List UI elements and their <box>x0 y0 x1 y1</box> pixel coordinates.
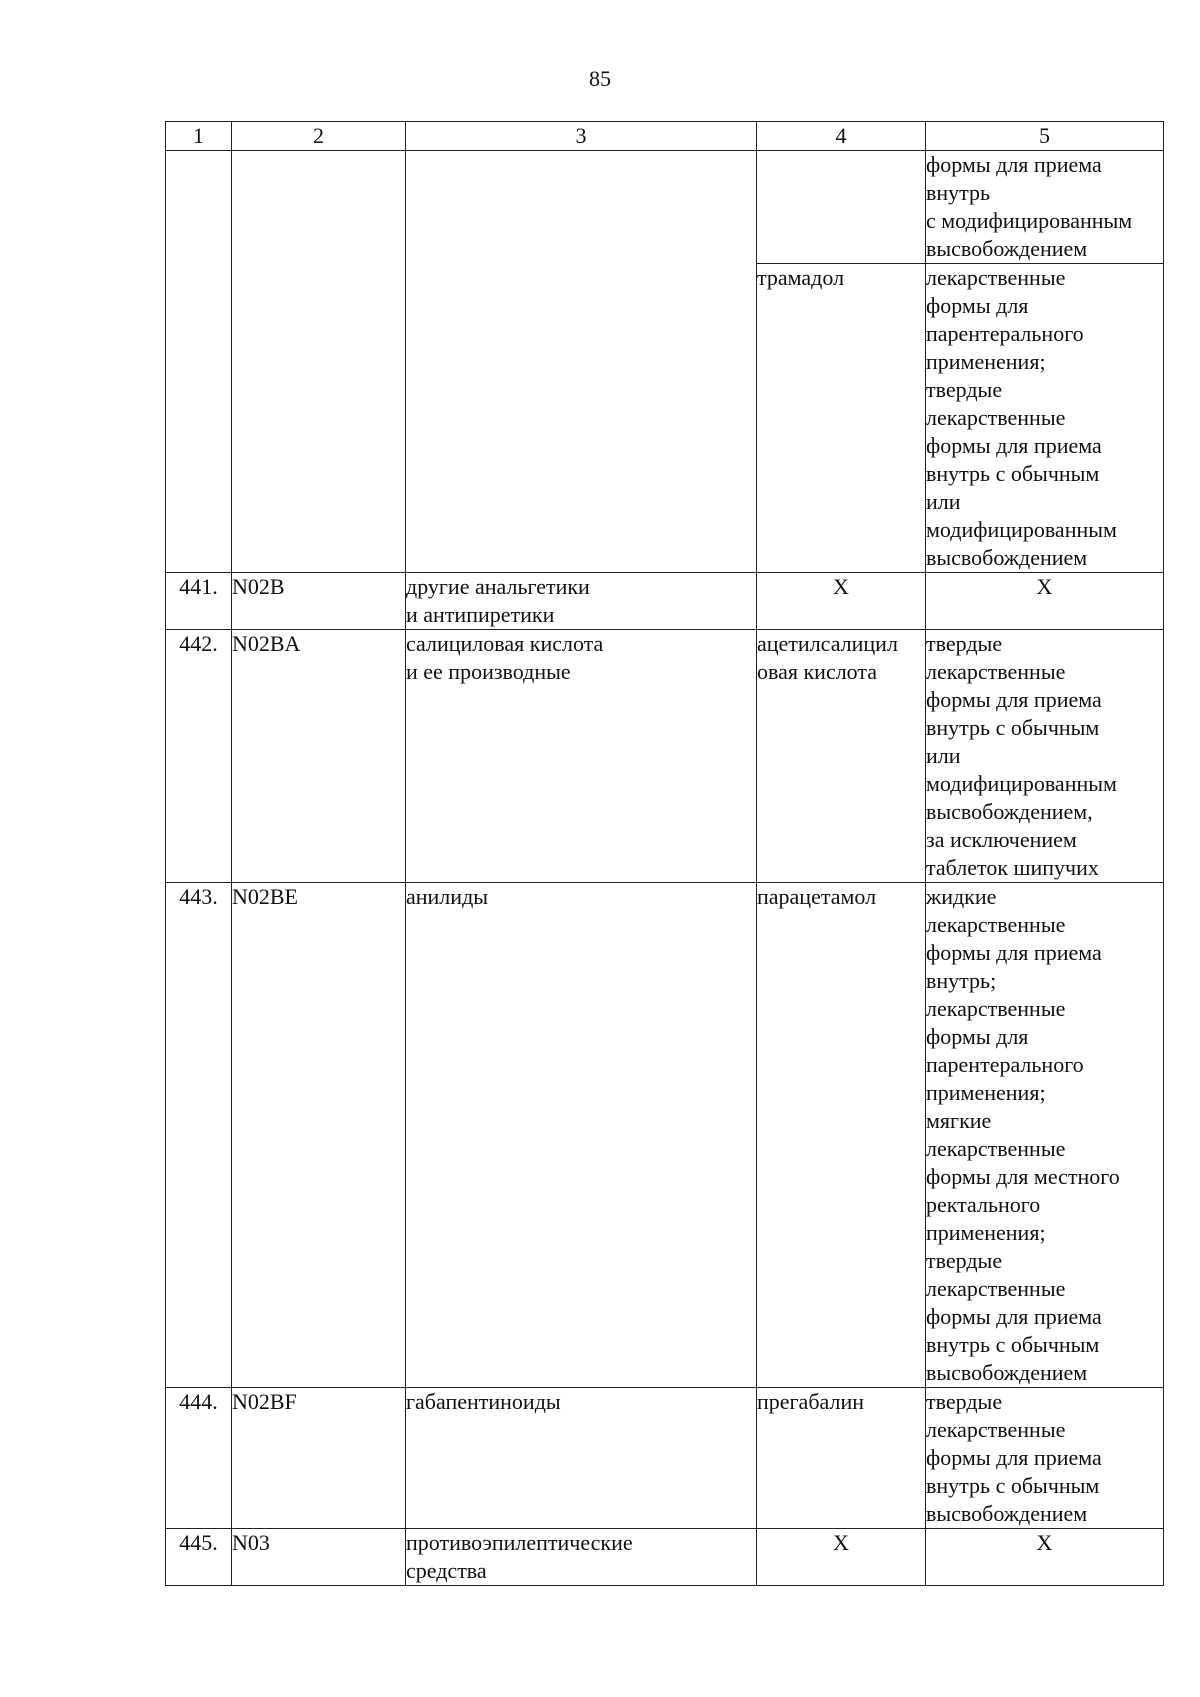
cell-line: модифицированным <box>926 771 1117 796</box>
cell-group <box>406 883 757 1388</box>
cell-line: высвобождением <box>926 1360 1088 1385</box>
cell-line: X <box>833 1530 849 1555</box>
table-row <box>166 1388 1164 1529</box>
cell-line: применения; <box>926 1220 1046 1245</box>
cell-line: прегабалин <box>757 1389 865 1414</box>
cell-line: лекарственные <box>926 659 1066 684</box>
cell-line: внутрь с обычным <box>926 1473 1100 1498</box>
cell-line: X <box>833 574 849 599</box>
cell-line: с модифицированным <box>926 208 1133 233</box>
table-row <box>166 630 1164 883</box>
column-header: 1 <box>166 122 232 151</box>
cell-line: X <box>1036 574 1053 599</box>
cell-line: средства <box>406 1558 487 1583</box>
cell-line: формы для приема <box>926 1445 1102 1470</box>
cell-drug <box>757 1388 926 1529</box>
cell-drug <box>757 883 926 1388</box>
page-number: 85 <box>589 66 611 91</box>
cell-number: 442. <box>166 630 232 883</box>
cell-form <box>926 630 1164 883</box>
cell-line: твердые <box>926 1389 1003 1414</box>
cell-form <box>926 151 1164 264</box>
cell-line: лекарственные <box>926 996 1066 1021</box>
cell-line: внутрь с обычным <box>926 461 1100 486</box>
cell-line: парентерального <box>926 1052 1084 1077</box>
cell-line: твердые <box>926 631 1003 656</box>
cell-drug <box>757 630 926 883</box>
cell-line: ацетилсалицил <box>757 631 898 656</box>
cell-line: овая кислота <box>757 659 878 684</box>
cell-line: твердые <box>926 1248 1003 1273</box>
cell-code <box>232 151 406 573</box>
cell-line: применения; <box>926 349 1046 374</box>
cell-number: 445. <box>166 1529 232 1586</box>
cell-line: X <box>1036 1530 1053 1555</box>
cell-line: и антипиретики <box>406 602 555 627</box>
cell-line: твердые <box>926 377 1003 402</box>
cell-number <box>166 151 232 573</box>
cell-line: формы для приема <box>926 152 1102 177</box>
cell-code: N02B <box>232 573 406 630</box>
cell-line: анилиды <box>406 884 489 909</box>
cell-line: формы для приема <box>926 940 1102 965</box>
cell-line: лекарственные <box>926 405 1066 430</box>
cell-line: высвобождением <box>926 236 1088 261</box>
cell-line: внутрь с обычным <box>926 715 1100 740</box>
table-row <box>166 1529 1164 1586</box>
cell-line: лекарственные <box>926 1276 1066 1301</box>
cell-line: габапентиноиды <box>406 1389 561 1414</box>
cell-line: другие анальгетики <box>406 574 590 599</box>
cell-code: N02BE <box>232 883 406 1388</box>
cell-group <box>406 630 757 883</box>
cell-code: N02BF <box>232 1388 406 1529</box>
cell-line: внутрь <box>926 180 991 205</box>
cell-line: формы для приема <box>926 687 1102 712</box>
cell-line: лекарственные <box>926 1136 1066 1161</box>
cell-line: ректального <box>926 1192 1041 1217</box>
cell-drug: трамадол <box>757 264 926 573</box>
cell-line: за исключением <box>926 827 1077 852</box>
cell-line: формы для <box>926 293 1029 318</box>
cell-line: противоэпилептические <box>406 1530 633 1555</box>
cell-line: лекарственные <box>926 1417 1066 1442</box>
cell-number: 441. <box>166 573 232 630</box>
column-header: 4 <box>757 122 926 151</box>
cell-code: N02BA <box>232 630 406 883</box>
cell-group <box>406 1529 757 1586</box>
cell-form <box>926 1529 1164 1586</box>
cell-form <box>926 883 1164 1388</box>
cell-line: парацетамол <box>757 884 877 909</box>
cell-line: высвобождением <box>926 545 1088 570</box>
cell-line: или <box>926 743 961 768</box>
cell-line: парентерального <box>926 321 1084 346</box>
cell-line: внутрь с обычным <box>926 1332 1100 1357</box>
cell-number: 444. <box>166 1388 232 1529</box>
cell-line: высвобождением, <box>926 799 1093 824</box>
cell-line: внутрь; <box>926 968 997 993</box>
column-header: 2 <box>232 122 406 151</box>
cell-line: применения; <box>926 1080 1046 1105</box>
cell-line: формы для <box>926 1024 1029 1049</box>
cell-line: и ее производные <box>406 659 571 684</box>
cell-line: салициловая кислота <box>406 631 604 656</box>
drug-list-table <box>165 121 1164 1586</box>
cell-line: формы для приема <box>926 1304 1102 1329</box>
cell-number: 443. <box>166 883 232 1388</box>
cell-group <box>406 1388 757 1529</box>
cell-line: мягкие <box>926 1108 992 1133</box>
cell-line: высвобождением <box>926 1501 1088 1526</box>
cell-form <box>926 1388 1164 1529</box>
cell-line: модифицированным <box>926 517 1117 542</box>
cell-line: формы для местного <box>926 1164 1120 1189</box>
cell-drug <box>757 573 926 630</box>
cell-drug <box>757 151 926 264</box>
cell-line: лекарственные <box>926 912 1066 937</box>
column-header: 5 <box>926 122 1164 151</box>
cell-line: лекарственные <box>926 265 1066 290</box>
table-row <box>166 883 1164 1388</box>
cell-line: таблеток шипучих <box>926 855 1099 880</box>
cell-form <box>926 573 1164 630</box>
cell-line: или <box>926 489 961 514</box>
table-row <box>166 573 1164 630</box>
table-header-row <box>166 122 1164 151</box>
cell-form <box>926 264 1164 573</box>
cell-group <box>406 573 757 630</box>
cell-group <box>406 151 757 573</box>
cell-line: жидкие <box>926 884 997 909</box>
table-row-continued <box>166 151 1164 264</box>
cell-code: N03 <box>232 1529 406 1586</box>
cell-drug <box>757 1529 926 1586</box>
cell-line: формы для приема <box>926 433 1102 458</box>
column-header: 3 <box>406 122 757 151</box>
